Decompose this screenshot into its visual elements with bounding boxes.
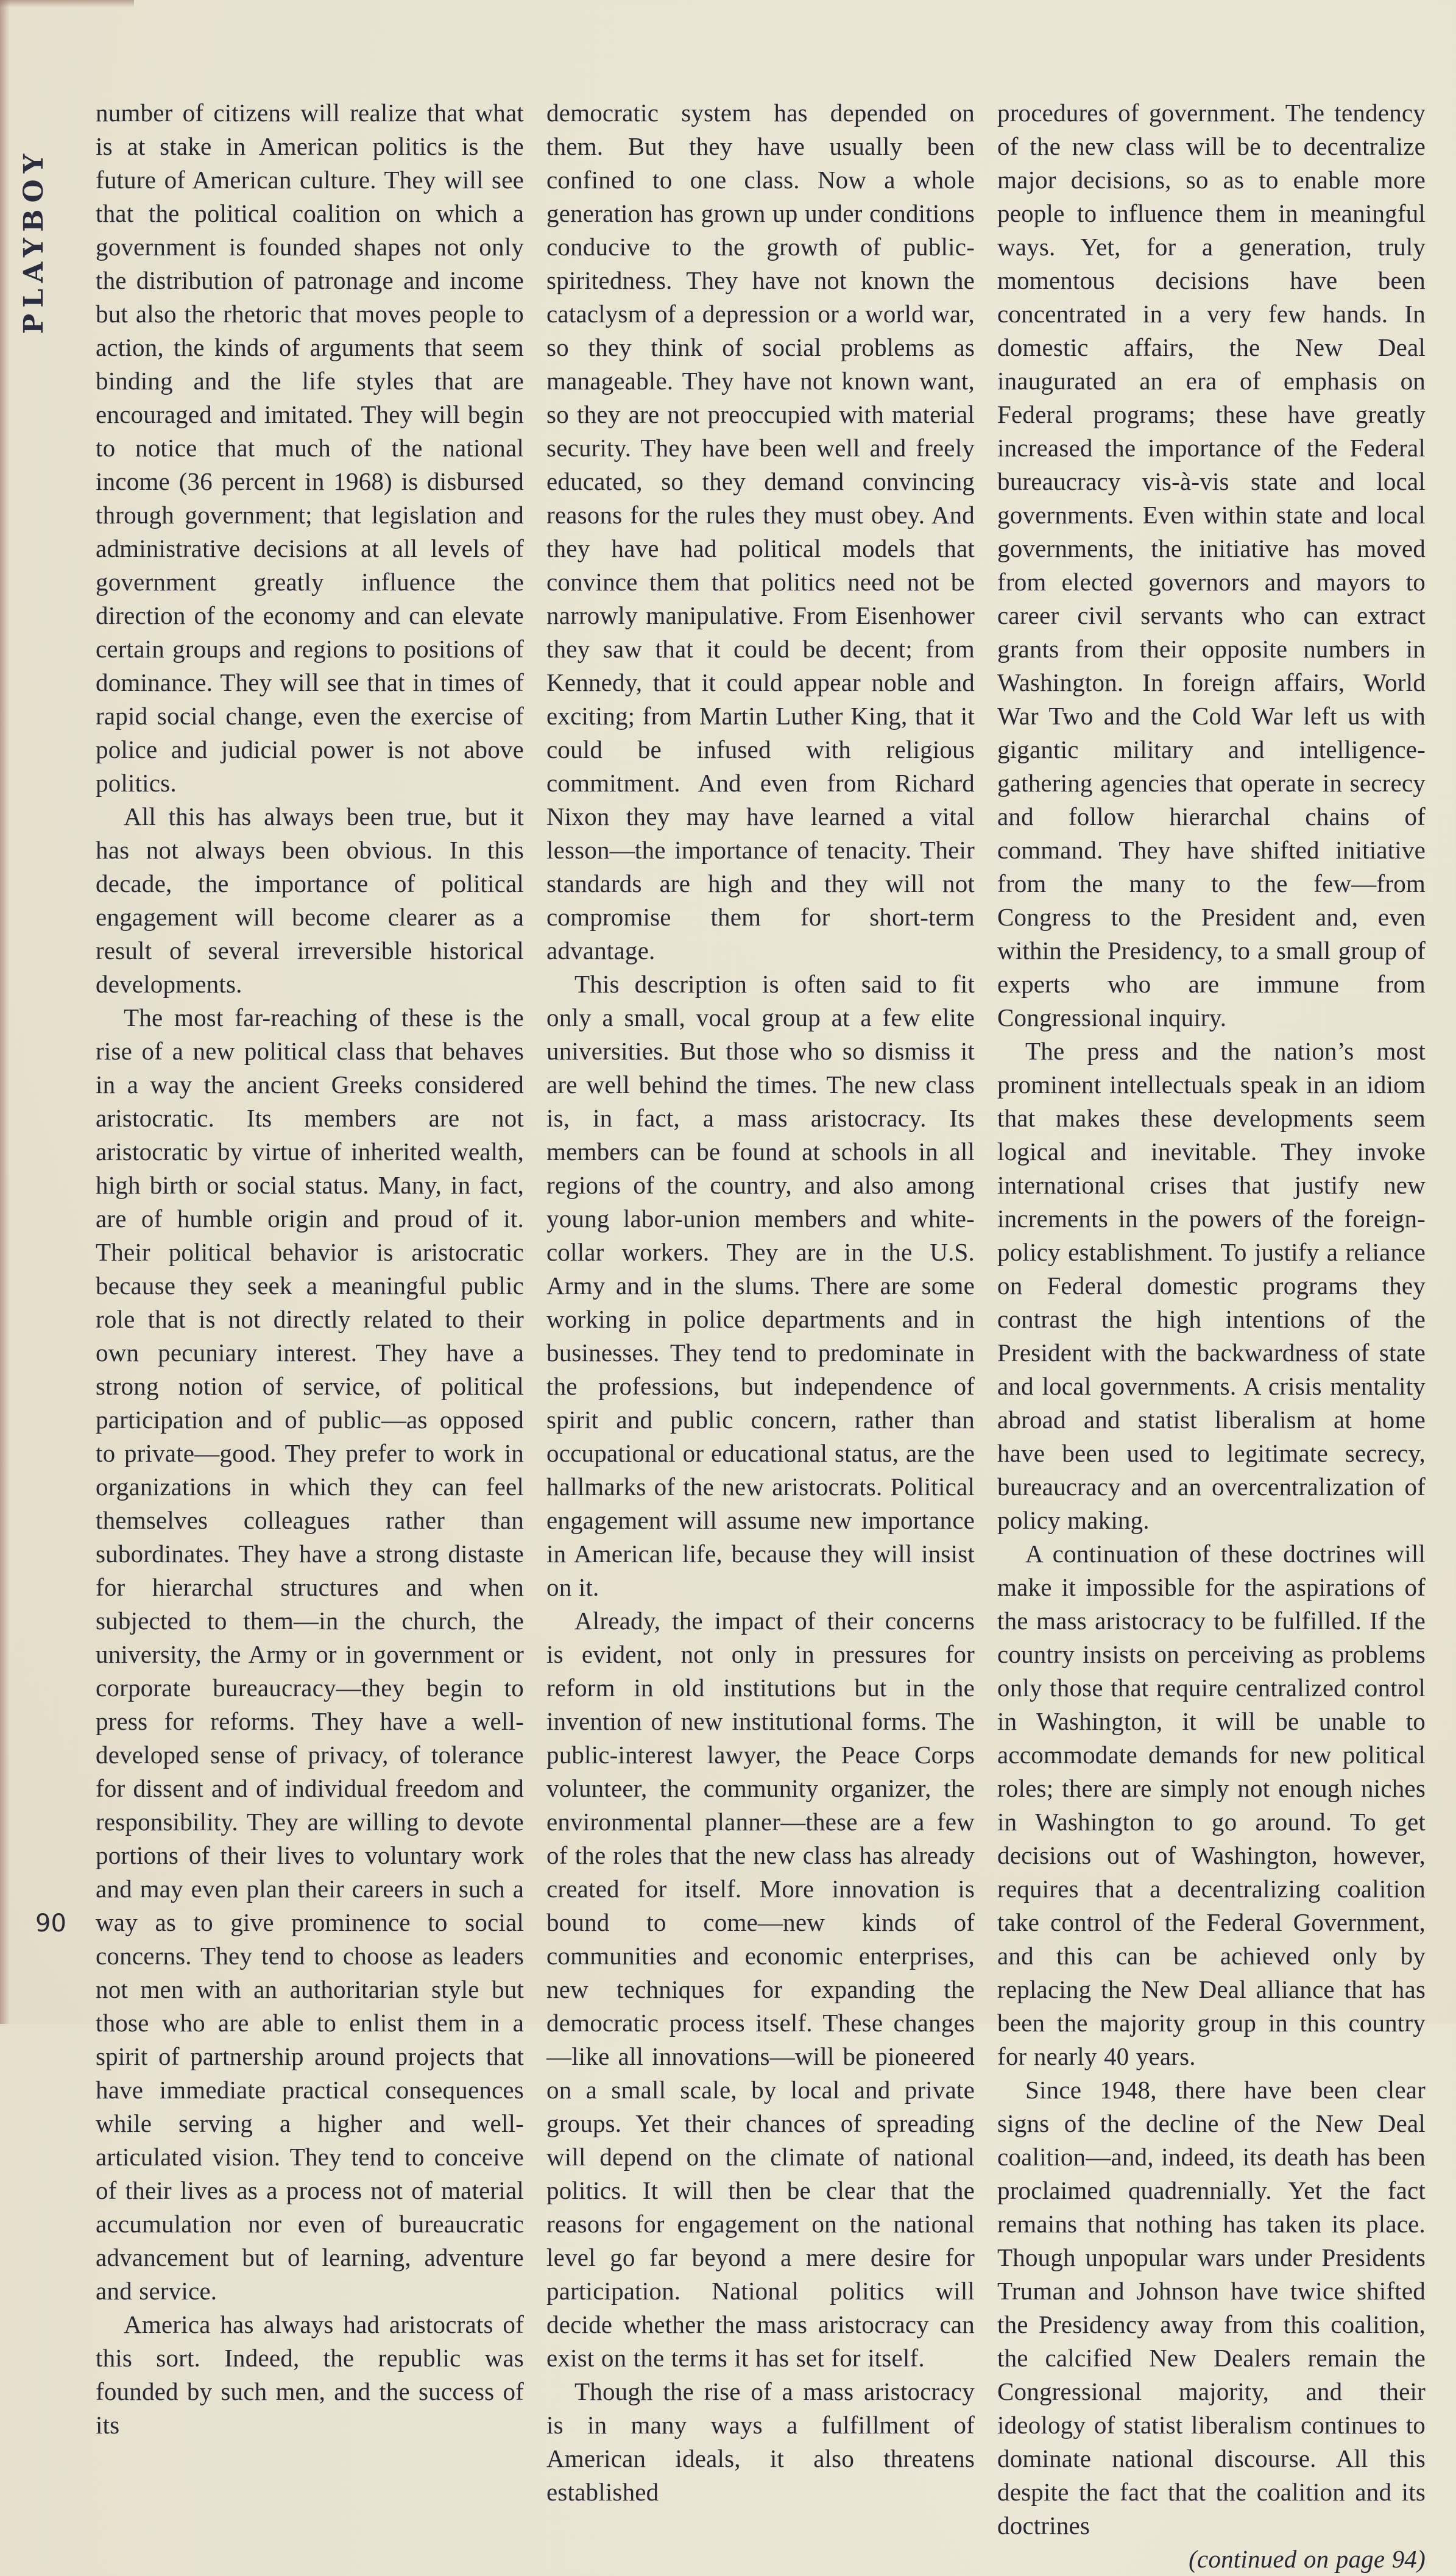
- magazine-title-vertical: PLAYBOY: [18, 147, 49, 334]
- article-body: [96, 96, 1427, 2576]
- paragraph: The most far-reaching of these is the rise of a new political class that behaves in a way the ancient Greeks considered aristocratic. Its members are not aristocratic by virtue of inherited wealth, high birth or social status. Many, in fact, are of humble origin and proud of it. Their political behavior is aristocratic because they seek a meaningful public role that is not directly related to their own pecuniary interest. They have a strong notion of service, of political participation and of public—as opposed to private—good. They prefer to work in organizations in which they can feel themselves colleagues rather than subordinates. They have a strong distaste for hierarchal structures and when subjected to them—in the church, the university, the Army or in government or corporate bureaucracy—they begin to press for reforms. They have a well-developed sense of privacy, of tolerance for dissent and of individual freedom and responsibility. They are willing to devote portions of their lives to voluntary work and may even plan their careers in such a way as to give prominence to social concerns. They tend to choose as leaders not men with an authoritarian style but those who are able to enlist them in a spirit of partnership around projects that have immediate practical consequences while serving a higher and well-articulated vision. They tend to conceive of their lives as a process not of material accumulation nor even of bureaucratic advancement but of learning, adventure and service.: [96, 1003, 524, 2305]
- text-column-1: [96, 96, 524, 2576]
- paragraph: Since 1948, there have been clear signs of the decline of the New Deal coalition—and, indeed, its death has been proclaimed quadrennially. Yet the fact remains that nothing has taken its place. Though unpopular wars under Presidents Truman and Johnson have twice shifted the Presidency away from this coalition, the calcified New Dealers remain the Congressional majority, and their ideology of statist liberalism continues to dominate national discourse. All this despite the fact that the coalition and its doctrines: [997, 2076, 1426, 2539]
- paragraph: democratic system has depended on them. But they have usually been confined to one class. Now a whole generation has grown up under conditions conducive to the growth of public-spiritedness. They have not known the cataclysm of a depression or a world war, so they think of social problems as manageable. They have not known want, so they are not preoccupied with material security. They have been well and freely educated, so they demand convincing reasons for the rules they must obey. And they have had political models that convince them that politics need not be narrowly manipulative. From Eisenhower they saw that it could be decent; from Kennedy, that it could appear noble and exciting; from Martin Luther King, that it could be infused with religious commitment. And even from Richard Nixon they may have learned a vital lesson—the importance of tenacity. Their standards are high and they will not compromise them for short-term advantage.: [546, 99, 975, 964]
- paragraph: The press and the nation’s most prominent intellectuals speak in an idiom that makes these developments seem logical and inevitable. They invoke international crises that justify new increments in the powers of the foreign-policy establishment. To justify a reliance on Federal domestic programs they contrast the high intentions of the President with the backwardness of state and local governments. A crisis mentality abroad and statist liberalism at home have been used to legitimate secrecy, bureaucracy and an overcentralization of policy making.: [997, 1037, 1426, 1534]
- continuation-note: (continued on page 94): [1189, 2545, 1426, 2573]
- page-top-edge-shadow: [0, 0, 134, 7]
- text-column-2: [546, 96, 975, 2576]
- paragraph: number of citizens will realize that what is at stake in American politics is the future of American culture. They will see that the political coalition on which a government is founded shapes not only the distribution of patronage and income but also the rhetoric that moves people to action, the kinds of arguments that seem binding and the life styles that are encouraged and imitated. They will begin to notice that much of the national income (36 percent in 1968) is disbursed through government; that legislation and administrative decisions at all levels of government greatly influence the direction of the economy and can elevate certain groups and regions to positions of dominance. They will see that in times of rapid social change, even the exercise of police and judicial power is not above politics.: [96, 99, 524, 797]
- paragraph: procedures of government. The tendency of the new class will be to decentralize major decisions, so as to enable more people to influence them in meaningful ways. Yet, for a generation, truly momentous decisions have been concentrated in a very few hands. In domestic affairs, the New Deal inaugurated an era of emphasis on Federal programs; these have greatly increased the importance of the Federal bureaucracy vis-à-vis state and local governments. Even within state and local governments, the initiative has moved from elected governors and mayors to career civil servants who can extract grants from their opposite numbers in Washington. In foreign affairs, World War Two and the Cold War left us with gigantic military and intelligence-gathering agencies that operate in secrecy and follow hierarchal chains of command. They have shifted initiative from the many to the few—from Congress to the President and, even within the Presidency, to a small group of experts who are immune from Congressional inquiry.: [997, 99, 1426, 1031]
- paragraph: All this has always been true, but it has not always been obvious. In this decade, the importance of political engagement will become clearer as a result of several irreversible historical developments.: [96, 802, 524, 998]
- paragraph: This description is often said to fit only a small, vocal group at a few elite universities. But those who so dismiss it are well behind the times. The new class is, in fact, a mass aristocracy. Its members can be found at schools in all regions of the country, and also among young labor-union members and white-collar workers. They are in the U.S. Army and in the slums. There are some working in police departments and in businesses. They tend to predominate in the professions, but independence of spirit and public concern, rather than occupational or educational status, are the hallmarks of the new aristocrats. Political engagement will assume new importance in American life, because they will insist on it.: [546, 970, 975, 1601]
- page-number: 90: [35, 1909, 66, 1937]
- text-column-3: [997, 96, 1426, 2576]
- paragraph: Though the rise of a mass aristocracy is in many ways a fulfillment of American ideals, it also threatens established: [546, 2377, 975, 2506]
- paragraph: A continuation of these doctrines will make it impossible for the aspirations of the mass aristocracy to be fulfilled. If the country insists on perceiving as problems only those that require centralized control in Washington, it will be unable to accommodate demands for new political roles; there are simply not enough niches in Washington to go around. To get decisions out of Washington, however, requires that a decentralizing coalition take control of the Federal Government, and this can be achieved only by replacing the New Deal alliance that has been the majority group in this country for nearly 40 years.: [997, 1540, 1426, 2070]
- paragraph: America has always had aristocrats of this sort. Indeed, the republic was founded by such men, and the success of its: [96, 2310, 524, 2439]
- page-edge-shadow: [0, 0, 10, 2024]
- paragraph: Already, the impact of their concerns is evident, not only in pressures for reform in old institutions but in the invention of new institutional forms. The public-interest lawyer, the Peace Corps volunteer, the community organizer, the environmental planner—these are a few of the roles that the new class has already created for itself. More innovation is bound to come—new kinds of communities and economic enterprises, new techniques for expanding the democratic process itself. These changes—like all innovations—will be pioneered on a small scale, by local and private groups. Yet their chances of spreading will depend on the climate of national politics. It will then be clear that the reasons for engagement on the national level go far beyond a mere desire for participation. National politics will decide whether the mass aristocracy can exist on the terms it has set for itself.: [546, 1607, 975, 2372]
